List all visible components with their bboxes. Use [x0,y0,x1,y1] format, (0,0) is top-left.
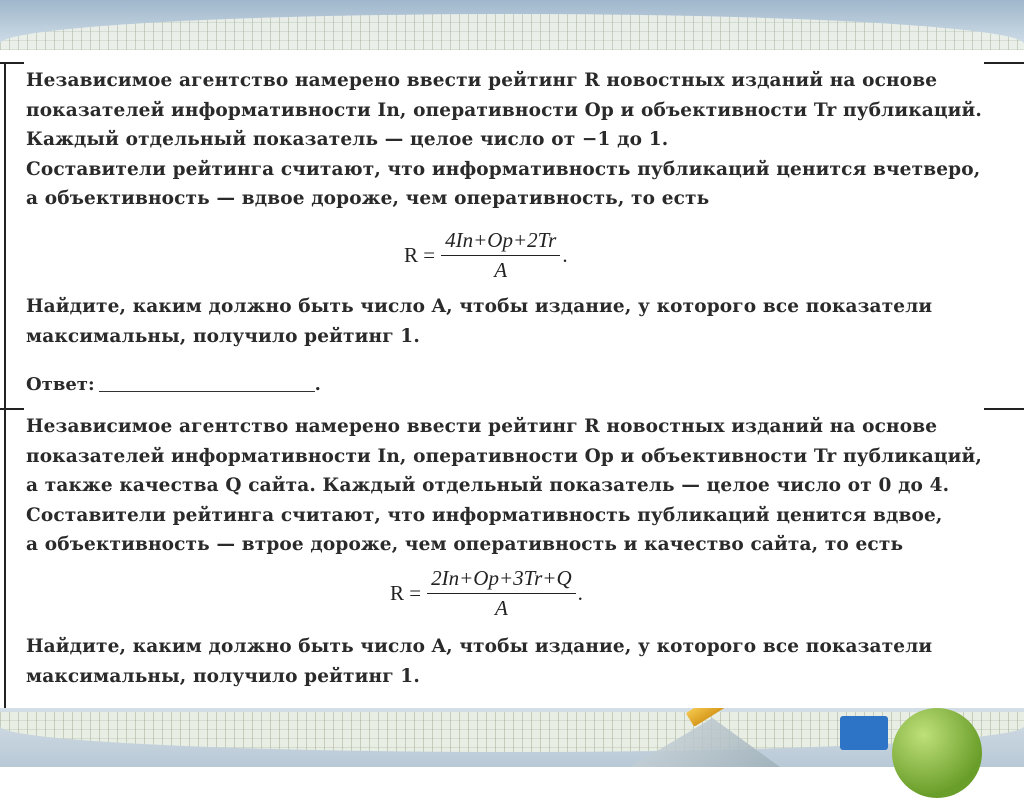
formula-fraction [427,566,576,621]
problem-2-line: Независимое агентство намерено ввести рейтинг R новостных изданий на основе [26,416,938,437]
answer-row [26,374,321,395]
formula-denominator: A [494,596,508,620]
problem-2-line: Составители рейтинга считают, что информативность публикаций ценится вдвое, [26,504,943,526]
answer-period: . [314,374,321,395]
problem-1-line: показателей информативности In, оперативности Op и объективности Tr публикаций. [26,99,982,121]
problem-2-panel [0,408,1024,708]
left-border [4,408,6,708]
problem-2-statement [26,412,986,560]
problem-2-question [26,632,986,691]
formula-period: . [562,243,568,267]
formula-numerator: 2In+Op+3Tr+Q [427,566,576,594]
problem-1-statement [26,66,986,214]
problem-1-line: а объективность — вдвое дороже, чем оперативность, то есть [26,188,710,209]
sphere-icon [892,708,982,798]
problem-2-formula [386,566,583,621]
top-right-tick [984,408,1024,410]
problem-1-line: Независимое агентство намерено ввести рейтинг R новостных изданий на основе [26,70,938,91]
problem-1-question [26,292,986,351]
formula-fraction [441,228,560,283]
formula-denominator: A [494,258,508,282]
problem-1-question-line: максимальны, получило рейтинг 1. [26,325,420,347]
top-left-tick [0,408,24,410]
problem-2-question-line: максимальны, получило рейтинг 1. [26,665,420,687]
problem-2-line: а объективность — втрое дороже, чем оперативность и качество сайта, то есть [26,534,904,555]
problem-1-line: Составители рейтинга считают, что информативность публикаций ценится вчетверо, [26,158,981,180]
problem-1-line: Каждый отдельный показатель — целое число от −1 до 1. [26,129,669,150]
formula-lhs: R = [404,243,436,267]
cube-icon [840,716,888,750]
problem-2-line: а также качества Q сайта. Каждый отдельный показатель — целое число от 0 до 4. [26,475,950,496]
problem-2-question-line: Найдите, каким должно быть число A, чтобы издание, у которого все показатели [26,636,933,657]
top-left-tick [0,62,24,64]
problem-1-panel [0,62,1024,408]
problem-1-formula [400,228,568,283]
answer-blank[interactable] [99,391,315,392]
formula-lhs: R = [390,581,422,605]
formula-period: . [577,581,583,605]
top-right-tick [984,62,1024,64]
problem-2-line: показателей информативности In, оперативности Op и объективности Tr публикаций, [26,445,982,467]
problem-1-question-line: Найдите, каким должно быть число A, чтобы издание, у которого все показатели [26,296,933,317]
answer-label: Ответ: [26,374,95,395]
left-border [4,62,6,408]
formula-numerator: 4In+Op+2Tr [441,228,560,256]
